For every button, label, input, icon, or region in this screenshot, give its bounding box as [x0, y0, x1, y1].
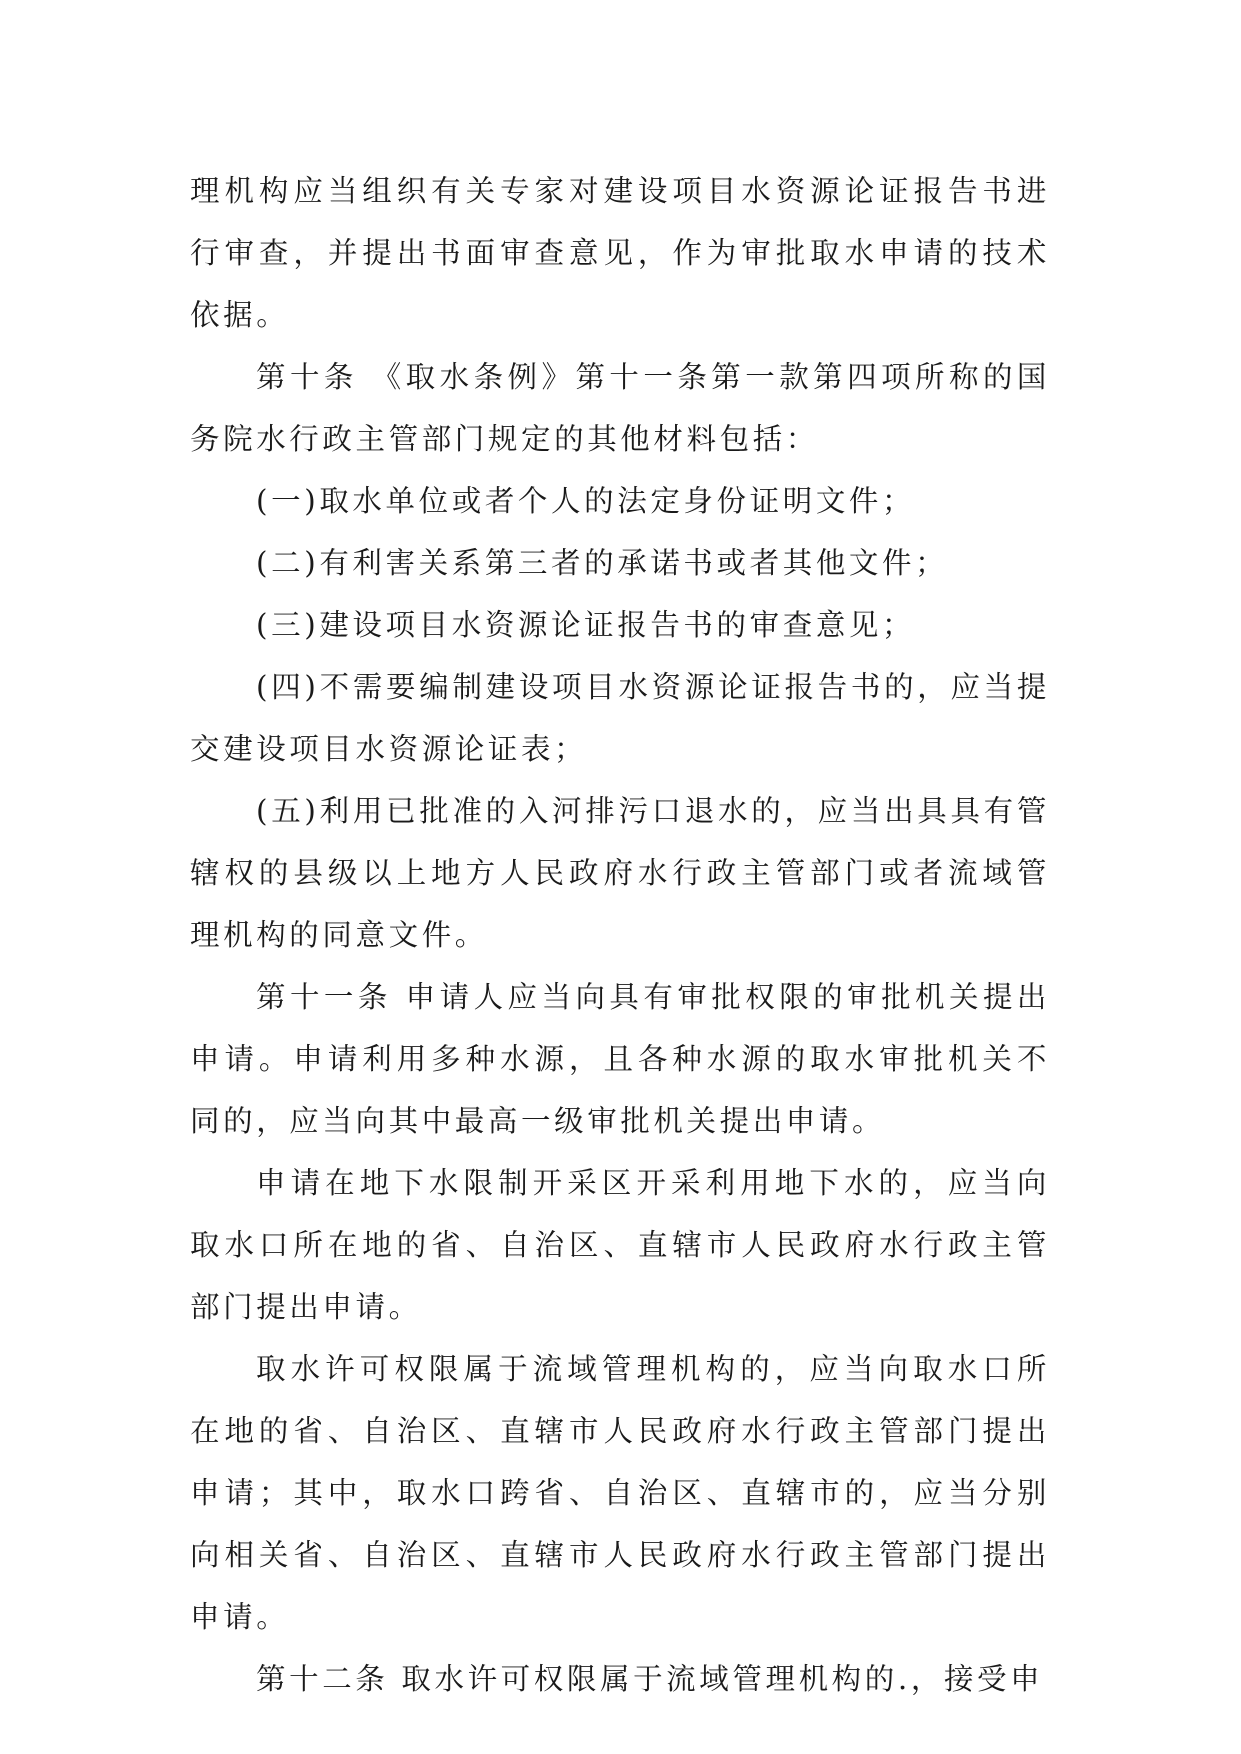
paragraph-article-11-basin-authority: 取水许可权限属于流域管理机构的，应当向取水口所在地的省、自治区、直辖市人民政府水行政主管部门提出申请；其中，取水口跨省、自治区、直辖市的，应当分别向相关省、自治区、直辖市人民政府水行政主管部门提出申请。	[190, 1352, 1050, 1634]
paragraph-item-2: (二)有利害关系第三者的承诺书或者其他文件；	[256, 546, 949, 580]
paragraph-item-3: (三)建设项目水资源论证报告书的审查意见；	[256, 608, 916, 642]
paragraph-article-12: 第十二条 取水许可权限属于流域管理机构的.，接受申	[256, 1662, 1044, 1696]
paragraph-article-11: 第十一条 申请人应当向具有审批权限的审批机关提出申请。申请利用多种水源，且各种水源的取水审批机关不同的，应当向其中最高一级审批机关提出申请。	[190, 980, 1050, 1138]
paragraph-continuation: 理机构应当组织有关专家对建设项目水资源论证报告书进行审查，并提出书面审查意见，作为审批取水申请的技术依据。	[190, 174, 1050, 332]
paragraph-item-5: (五)利用已批准的入河排污口退水的，应当出具具有管辖权的县级以上地方人民政府水行政主管部门或者流域管理机构的同意文件。	[190, 794, 1050, 952]
paragraph-article-10: 第十条 《取水条例》第十一条第一款第四项所称的国务院水行政主管部门规定的其他材料包括：	[190, 360, 1050, 456]
paragraph-item-1: (一)取水单位或者个人的法定身份证明文件；	[256, 484, 916, 518]
paragraph-article-11-groundwater: 申请在地下水限制开采区开采利用地下水的，应当向取水口所在地的省、自治区、直辖市人民政府水行政主管部门提出申请。	[190, 1166, 1050, 1324]
document-body	[190, 160, 1050, 1710]
paragraph-item-4: (四)不需要编制建设项目水资源论证报告书的，应当提交建设项目水资源论证表；	[190, 670, 1050, 766]
